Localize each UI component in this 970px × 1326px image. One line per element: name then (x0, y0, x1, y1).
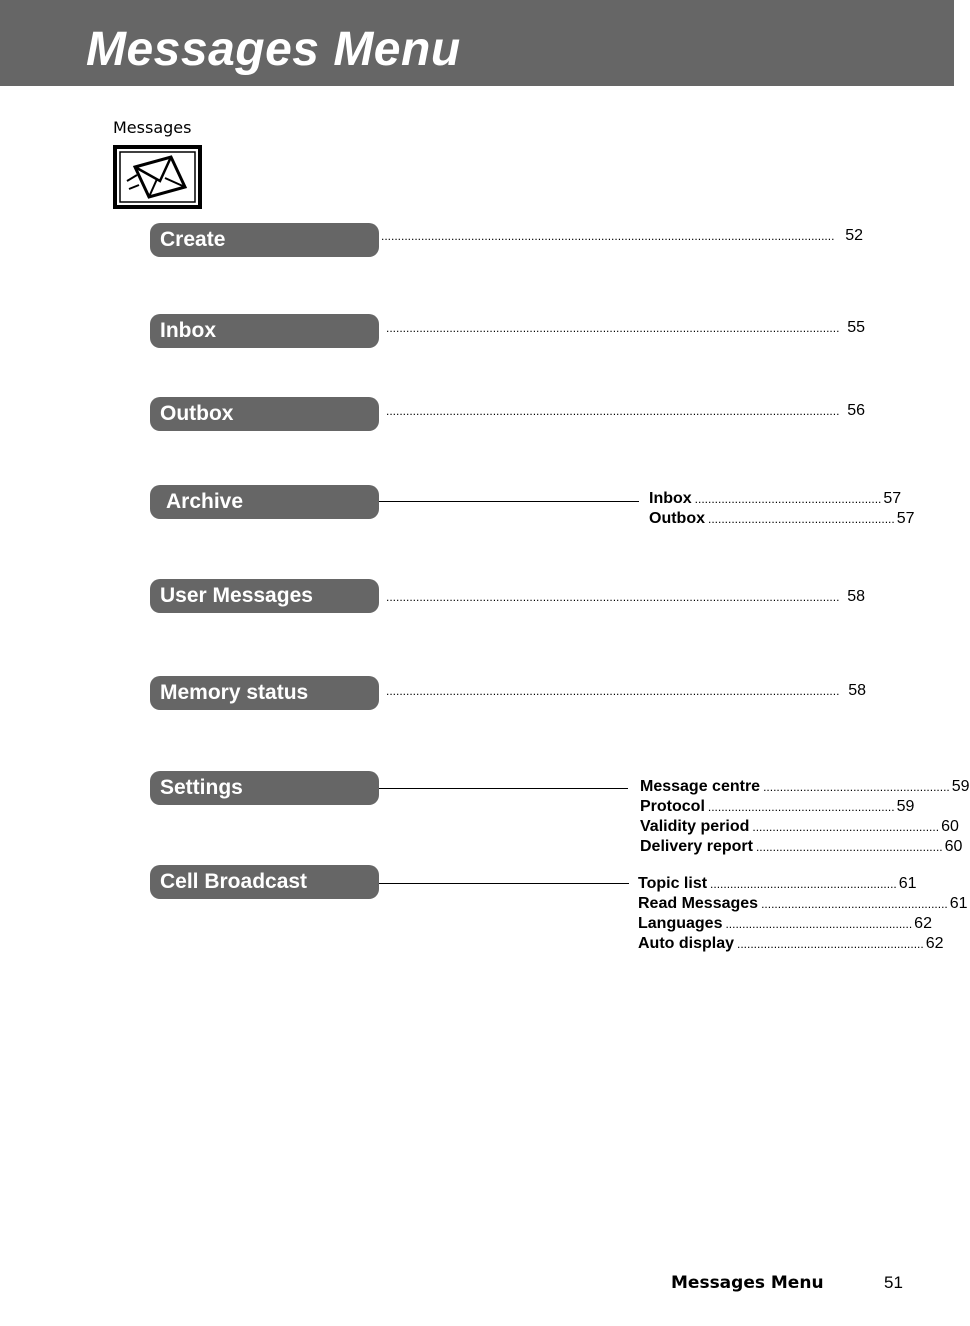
cell-broadcast-submenu (638, 874, 968, 954)
leader-inbox: ........................................................................................................................................ 55 (386, 319, 865, 336)
footer-title: Messages Menu (671, 1273, 824, 1293)
page-number: 58 (848, 682, 866, 699)
submenu-item: Outbox ........................................................ 57 (649, 510, 915, 527)
menu-archive: Archive (150, 485, 379, 519)
leader-user-messages: ........................................................................................................................................ 58 (386, 588, 865, 605)
submenu-item: Languages ........................................................ 62 (638, 915, 932, 932)
menu-settings: Settings (150, 771, 379, 805)
envelope-icon (113, 145, 202, 209)
page-number: 55 (847, 319, 865, 336)
menu-inbox: Inbox (150, 314, 379, 348)
page-number: 52 (845, 227, 863, 244)
submenu-item: Delivery report ........................................................ 60 (640, 838, 963, 855)
menu-cell-broadcast: Cell Broadcast (150, 865, 379, 899)
page-number: 56 (847, 402, 865, 419)
connector-line (379, 788, 628, 789)
leader-memory-status: ........................................................................................................................................ 58 (386, 682, 866, 699)
connector-line (379, 501, 639, 502)
submenu-item: Topic list ........................................................ 61 (638, 875, 917, 892)
header-bar (0, 0, 954, 86)
menu-memory-status: Memory status (150, 676, 379, 710)
settings-submenu (640, 777, 970, 857)
leader-outbox: ........................................................................................................................................ 56 (386, 402, 865, 419)
submenu-item: Protocol ........................................................ 59 (640, 798, 915, 815)
leader-create: ........................................................................................................................................ 52 (381, 227, 863, 244)
menu-create: Create (150, 223, 379, 257)
archive-submenu (649, 489, 915, 529)
connector-line (379, 883, 629, 884)
icon-label: Messages (113, 118, 192, 137)
menu-outbox: Outbox (150, 397, 379, 431)
footer-page-number: 51 (884, 1273, 903, 1292)
submenu-item: Message centre ........................................................ 59 (640, 778, 970, 795)
submenu-item: Inbox ........................................................ 57 (649, 490, 902, 507)
menu-user-messages: User Messages (150, 579, 379, 613)
submenu-item: Auto display ........................................................ 62 (638, 935, 944, 952)
submenu-item: Read Messages ........................................................ 61 (638, 895, 968, 912)
page-title: Messages Menu (86, 23, 461, 76)
submenu-item: Validity period ........................................................ 60 (640, 818, 959, 835)
page-number: 58 (847, 588, 865, 605)
